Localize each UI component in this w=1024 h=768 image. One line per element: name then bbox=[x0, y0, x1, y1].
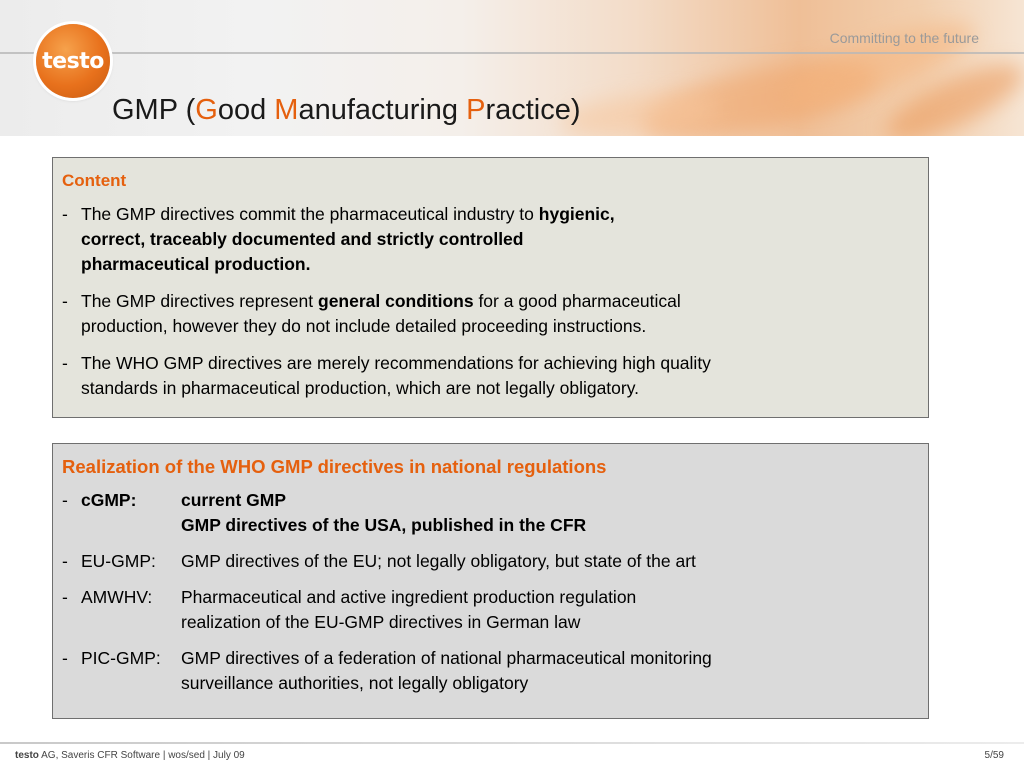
regulation-term: PIC-GMP: bbox=[81, 648, 161, 668]
header-banner bbox=[0, 0, 1024, 136]
text-bold: pharmaceutical production. bbox=[81, 254, 311, 274]
regulation-body bbox=[81, 646, 918, 696]
content-item bbox=[62, 351, 918, 401]
title-part: anufacturing bbox=[298, 94, 467, 126]
regulation-body bbox=[81, 488, 918, 538]
regulation-line: surveillance authorities, not legally obligatory bbox=[181, 673, 529, 693]
regulation-item bbox=[62, 549, 918, 574]
content-item-body bbox=[81, 202, 918, 277]
regulation-body bbox=[81, 549, 918, 574]
regulation-row bbox=[81, 585, 918, 610]
term-spacer bbox=[81, 513, 181, 538]
regulation-line: current GMP bbox=[181, 490, 287, 510]
content-heading: Content bbox=[62, 171, 127, 190]
content-line bbox=[81, 202, 918, 227]
footer-text: AG, Saveris CFR Software | wos/sed | July 09 bbox=[38, 750, 245, 761]
footer-company: testo bbox=[15, 750, 39, 761]
realization-box bbox=[52, 443, 929, 719]
content-item-body bbox=[81, 351, 918, 401]
content-line bbox=[81, 252, 918, 277]
regulation-line: GMP directives of the USA, published in the CFR bbox=[181, 515, 587, 535]
realization-heading: Realization of the WHO GMP directives in national regulations bbox=[62, 456, 607, 477]
regulation-row bbox=[81, 646, 918, 671]
content-item bbox=[62, 289, 918, 339]
footer-divider bbox=[0, 742, 1024, 744]
text-plain: The GMP directives commit the pharmaceutical industry to bbox=[81, 204, 539, 224]
content-line bbox=[81, 289, 918, 314]
regulation-row bbox=[81, 671, 918, 696]
text-plain: for a good pharmaceutical bbox=[473, 291, 681, 311]
text-plain: The GMP directives represent bbox=[81, 291, 318, 311]
bullet-dash: - bbox=[62, 551, 68, 571]
term-spacer bbox=[81, 671, 181, 696]
bullet-dash: - bbox=[62, 353, 68, 373]
page-number: 5/59 bbox=[984, 750, 1004, 761]
content-line bbox=[81, 227, 918, 252]
logo-text: testo bbox=[42, 48, 104, 74]
regulation-item bbox=[62, 488, 918, 538]
text-bold: hygienic, bbox=[538, 204, 615, 224]
slide-title bbox=[112, 94, 581, 127]
regulation-term: EU-GMP: bbox=[81, 551, 156, 571]
regulation-row bbox=[81, 610, 918, 635]
regulation-line: GMP directives of the EU; not legally obligatory, but state of the art bbox=[181, 551, 696, 571]
content-line: standards in pharmaceutical production, which are not legally obligatory. bbox=[81, 378, 640, 398]
regulation-row bbox=[81, 488, 918, 513]
content-box bbox=[52, 157, 929, 418]
content-line: The WHO GMP directives are merely recommendations for achieving high quality bbox=[81, 353, 711, 373]
title-part: GMP ( bbox=[112, 94, 196, 126]
regulation-line: GMP directives of a federation of national pharmaceutical monitoring bbox=[181, 648, 712, 668]
title-part: ood bbox=[217, 94, 275, 126]
regulation-item bbox=[62, 646, 918, 696]
regulation-line: realization of the EU-GMP directives in German law bbox=[181, 612, 581, 632]
regulation-item bbox=[62, 585, 918, 635]
regulation-row bbox=[81, 549, 918, 574]
content-item-body bbox=[81, 289, 918, 339]
footer-credits bbox=[15, 750, 245, 761]
tagline: Committing to the future bbox=[829, 30, 979, 46]
bullet-dash: - bbox=[62, 648, 68, 668]
regulation-row bbox=[81, 513, 918, 538]
regulation-term: cGMP: bbox=[81, 490, 137, 510]
content-line: production, however they do not include detailed proceeding instructions. bbox=[81, 316, 647, 336]
title-accent-letter: G bbox=[195, 94, 218, 126]
testo-logo bbox=[36, 24, 110, 98]
regulation-term: AMWHV: bbox=[81, 587, 153, 607]
title-accent-letter: M bbox=[274, 94, 299, 126]
regulation-body bbox=[81, 585, 918, 635]
bullet-dash: - bbox=[62, 204, 68, 224]
header-divider bbox=[0, 52, 1024, 54]
content-item bbox=[62, 202, 918, 277]
title-part: ractice) bbox=[485, 94, 581, 126]
regulation-line: Pharmaceutical and active ingredient production regulation bbox=[181, 587, 637, 607]
bullet-dash: - bbox=[62, 490, 68, 510]
title-accent-letter: P bbox=[466, 94, 486, 126]
bullet-dash: - bbox=[62, 587, 68, 607]
text-bold: correct, traceably documented and strictly controlled bbox=[81, 229, 524, 249]
term-spacer bbox=[81, 610, 181, 635]
bullet-dash: - bbox=[62, 291, 68, 311]
text-bold: general conditions bbox=[318, 291, 474, 311]
